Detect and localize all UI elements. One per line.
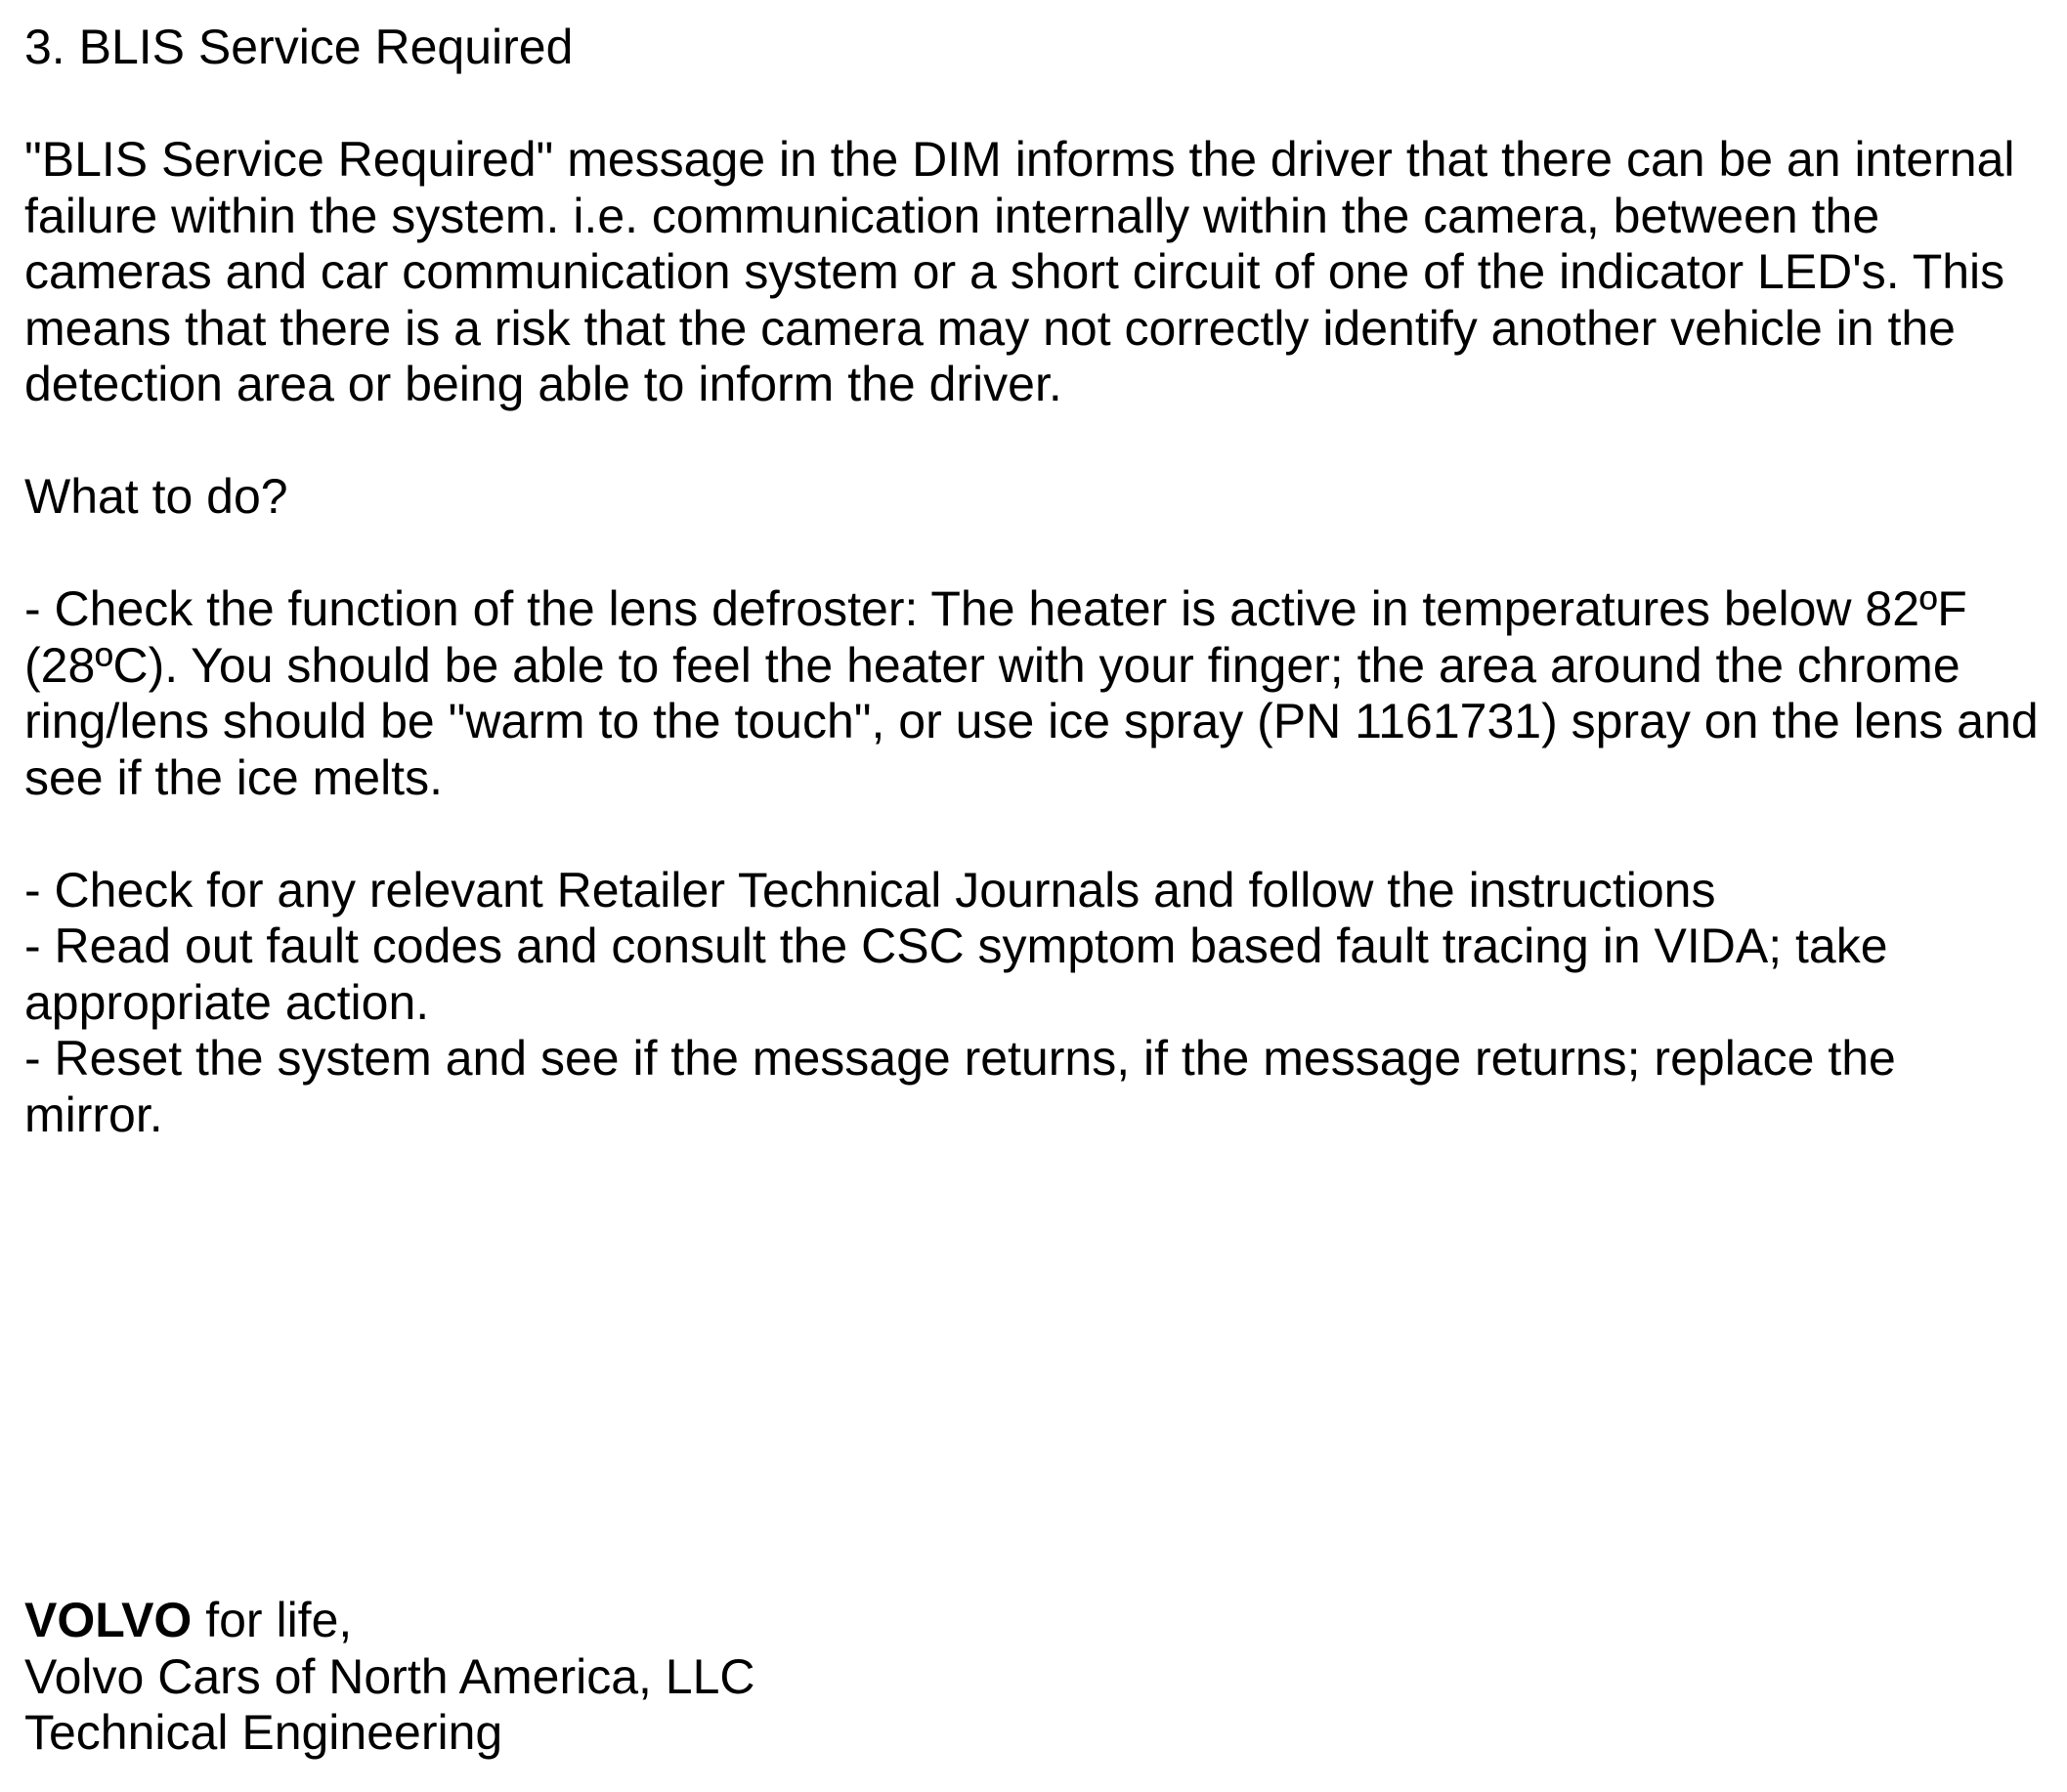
signature-tagline-line — [24, 1593, 2067, 1649]
step-line: mirror. — [24, 1087, 163, 1142]
defroster-step-line: - Check the function of the lens defroster: The heater is active in temperatures below 82ºF — [24, 581, 1967, 636]
blank-line — [24, 76, 2067, 133]
step-line: - Read out fault codes and consult the CSC symptom based fault tracing in VIDA; take — [24, 918, 1888, 973]
defroster-step-line: see if the ice melts. — [24, 749, 443, 805]
intro-line: "BLIS Service Required" message in the DIM informs the driver that there can be an internal — [24, 132, 2015, 187]
intro-line: cameras and car communication system or a short circuit of one of the indicator LED's. This — [24, 244, 2005, 299]
section-heading: 3. BLIS Service Required — [24, 20, 574, 74]
steps-list-paragraph — [24, 863, 2067, 1144]
signature-brand: VOLVO — [24, 1593, 193, 1647]
step-line: - Check for any relevant Retailer Technical Journals and follow the instructions — [24, 862, 1716, 917]
blank-line — [24, 806, 2067, 863]
empty-space — [24, 1143, 2067, 1593]
step-line: - Reset the system and see if the message returns, if the message returns; replace the — [24, 1031, 1896, 1086]
blank-line — [24, 526, 2067, 582]
intro-line: failure within the system. i.e. communication internally within the camera, between the — [24, 188, 1880, 243]
signature-block — [24, 1593, 2067, 1762]
intro-line: means that there is a risk that the camera may not correctly identify another vehicle in the — [24, 300, 1956, 356]
intro-line: detection area or being able to inform the driver. — [24, 357, 1062, 411]
blank-line — [24, 413, 2067, 470]
intro-paragraph — [24, 132, 2067, 413]
signature-company: Volvo Cars of North America, LLC — [24, 1648, 755, 1704]
defroster-step-line: ring/lens should be "warm to the touch", or use ice spray (PN 1161731) spray on the lens and — [24, 694, 2039, 748]
what-to-do-heading: What to do? — [24, 469, 288, 524]
defroster-step-line: (28ºC). You should be able to feel the heater with your finger; the area around the chrome — [24, 637, 1960, 693]
defroster-step-paragraph — [24, 581, 2067, 806]
step-line: appropriate action. — [24, 974, 430, 1030]
signature-department: Technical Engineering — [24, 1705, 503, 1760]
signature-tagline: for life, — [192, 1593, 353, 1647]
